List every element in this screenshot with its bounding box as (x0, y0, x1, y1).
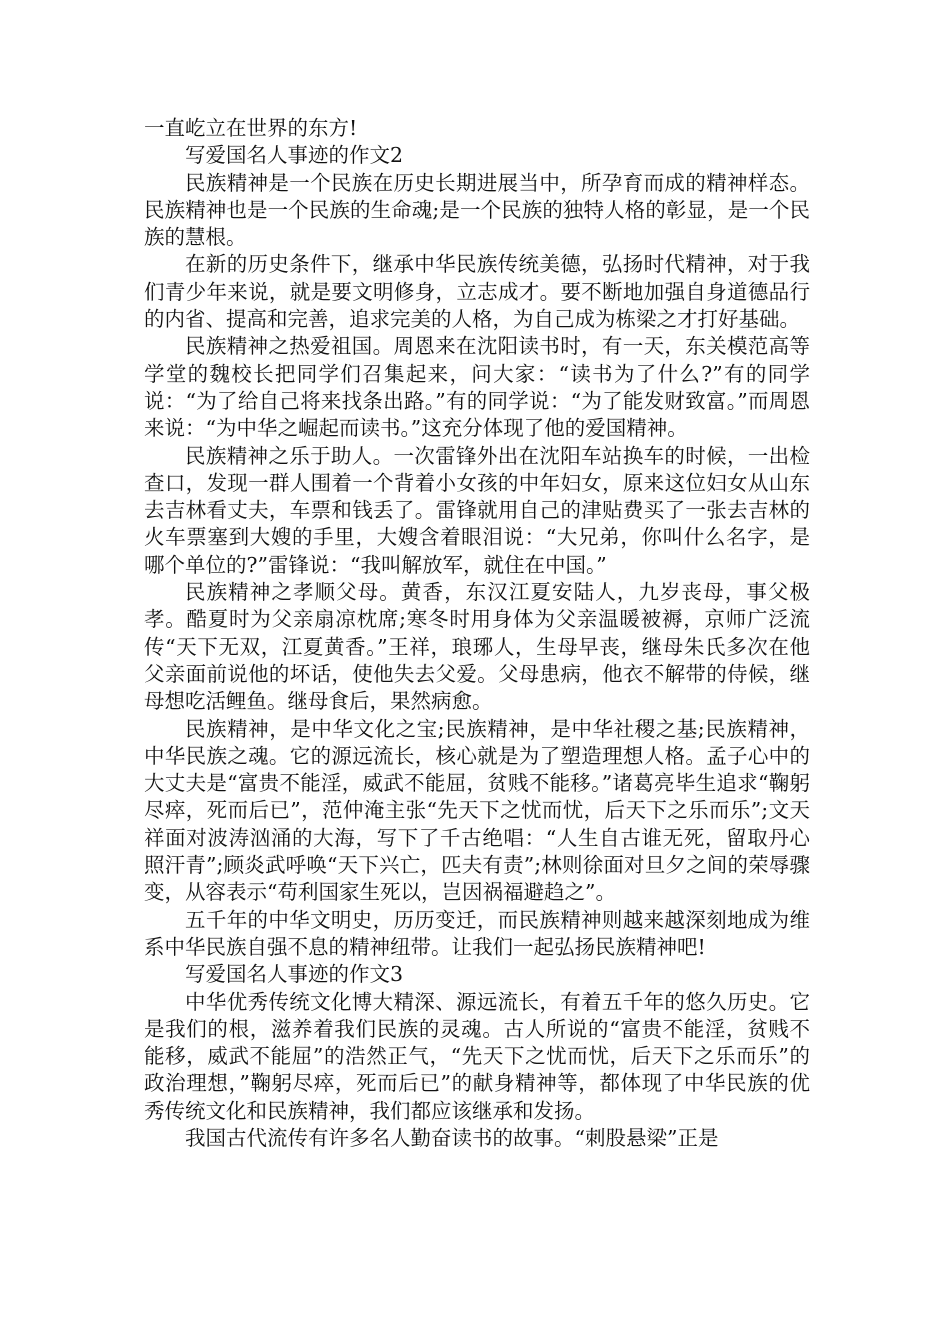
essay-title-3: 写爱国名人事迹的作文3 (185, 962, 404, 987)
paragraph: 民族精神之孝顺父母。黄香，东汉江夏安陆人，九岁丧母，事父极孝。酷夏时为父亲扇凉枕席;寒冬时用身体为父亲温暖被褥，京师广泛流传“天下无双，江夏黄香。”王祥，琅琊人，生母早丧，继母朱氏多次在他父亲面前说他的坏话，使他失去父爱。父母患病，他衣不解带的侍候，继母想吃活鲤鱼。继母食后，果然病愈。 (144, 580, 810, 714)
paragraph: 五千年的中华文明史，历历变迁，而民族精神则越来越深刻地成为维系中华民族自强不息的精神纽带。让我们一起弘扬民族精神吧! (144, 907, 810, 959)
essay-title-2: 写爱国名人事迹的作文2 (185, 143, 404, 168)
paragraph: 中华优秀传统文化博大精深、源远流长，有着五千年的悠久历史。它是我们的根，滋养着我们民族的灵魂。古人所说的“富贵不能淫，贫贱不能移，威武不能屈”的浩然正气，“先天下之忧而忧，后天下之乐而乐”的政治理想，”鞠躬尽瘁，死而后已”的献身精神等，都体现了中华民族的优秀传统文化和民族精神，我们都应该继承和发扬。 (144, 989, 810, 1123)
paragraph: 在新的历史条件下，继承中华民族传统美德，弘扬时代精神，对于我们青少年来说，就是要文明修身，立志成才。要不断地加强自身道德品行的内省、提高和完善，追求完美的人格，为自己成为栋梁之才打好基础。 (144, 252, 810, 332)
paragraph: 民族精神之热爱祖国。周恩来在沈阳读书时，有一天，东关模范高等学堂的魏校长把同学们召集起来，问大家：“读书为了什么?”有的同学说：“为了给自己将来找条出路。”有的同学说：“为了能发财致富。”而周恩来说：“为中华之崛起而读书。”这充分体现了他的爱国精神。 (144, 334, 810, 441)
paragraph: 我国古代流传有许多名人勤奋读书的故事。“刺股悬梁”正是 (185, 1125, 719, 1150)
paragraph: 民族精神是一个民族在历史长期进展当中，所孕育而成的精神样态。民族精神也是一个民族的生命魂;是一个民族的独特人格的彰显，是一个民族的慧根。 (144, 170, 810, 250)
document-body (144, 115, 810, 1152)
paragraph-continuation: 一直屹立在世界的东方! (144, 116, 358, 140)
paragraph: 民族精神之乐于助人。一次雷锋外出在沈阳车站换车的时候，一出检查口，发现一群人围着一个背着小女孩的中年妇女，原来这位妇女从山东去吉林看丈夫，车票和钱丢了。雷锋就用自己的津贴费买了一张去吉林的火车票塞到大嫂的手里，大嫂含着眼泪说：“大兄弟，你叫什么名字，是哪个单位的?”雷锋说：“我叫解放军，就住在中国。” (144, 443, 810, 577)
paragraph: 民族精神，是中华文化之宝;民族精神，是中华社稷之基;民族精神，中华民族之魂。它的源远流长，核心就是为了塑造理想人格。孟子心中的大丈夫是“富贵不能淫，威武不能屈，贫贱不能移。”诸葛亮毕生追求“鞠躬尽瘁，死而后已”，范仲淹主张“先天下之忧而忧，后天下之乐而乐”;文天祥面对波涛汹涌的大海，写下了千古绝唱：“人生自古谁无死，留取丹心照汗青”;顾炎武呼唤“天下兴亡，匹夫有责”;林则徐面对旦夕之间的荣辱骤变，从容表示“苟利国家生死以，岂因祸福避趋之”。 (144, 716, 810, 905)
